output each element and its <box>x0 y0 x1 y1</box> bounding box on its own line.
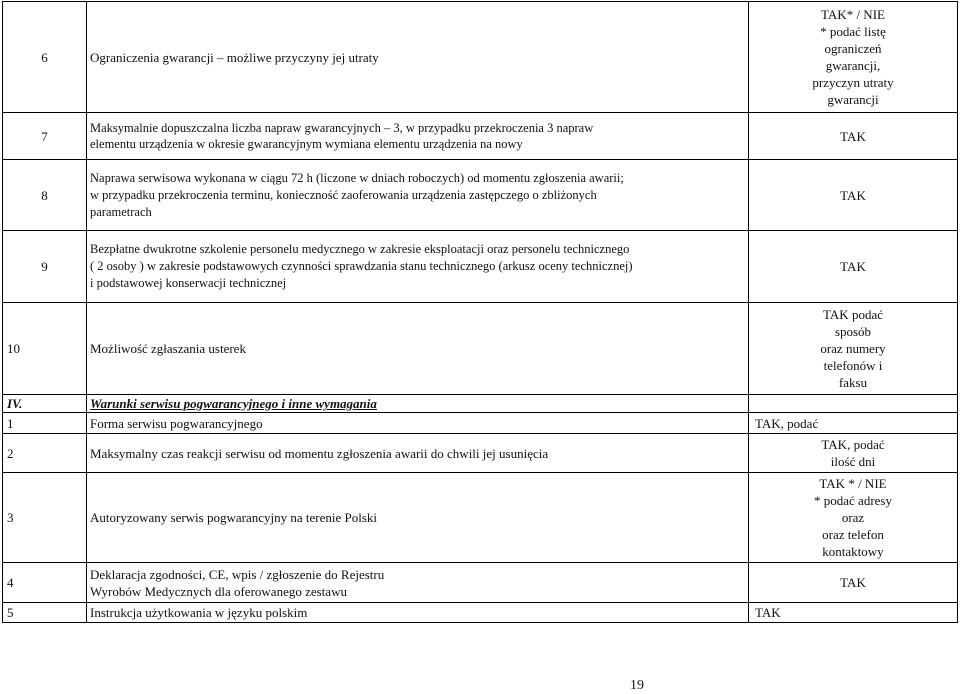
table-row <box>3 473 958 563</box>
table-row <box>3 231 958 303</box>
row-description: Maksymalnie dopuszczalna liczba napraw gwarancyjnych – 3, w przypadku przekroczenia 3 napraw elementu urządzenia w okresie gwarancyjnym wymiana elementu urządzenia na nowy <box>87 113 749 160</box>
row-requirement: TAK <box>749 113 958 160</box>
row-requirement: TAK <box>749 563 958 603</box>
row-requirement: TAK * / NIE * podać adresy oraz oraz telefon kontaktowy <box>749 473 958 563</box>
row-requirement: TAK <box>749 231 958 303</box>
page-number: 19 <box>630 678 644 693</box>
row-requirement: TAK <box>749 603 958 623</box>
row-number: 1 <box>3 413 87 434</box>
row-description: Naprawa serwisowa wykonana w ciągu 72 h (liczone w dniach roboczych) od momentu zgłoszenia awarii; w przypadku przekroczenia terminu, konieczność zaoferowania urządzenia zastępczego o zbliżonych parametrach <box>87 160 749 231</box>
row-number: 6 <box>3 2 87 113</box>
section-empty-cell <box>749 395 958 413</box>
table-row <box>3 303 958 395</box>
table-row <box>3 434 958 473</box>
row-number: 8 <box>3 160 87 231</box>
table-row <box>3 113 958 160</box>
row-description: Możliwość zgłaszania usterek <box>87 303 749 395</box>
row-requirement: TAK podać sposób oraz numery telefonów i faksu <box>749 303 958 395</box>
row-number: 5 <box>3 603 87 623</box>
row-description: Maksymalny czas reakcji serwisu od momentu zgłoszenia awarii do chwili jej usunięcia <box>87 434 749 473</box>
row-number: 9 <box>3 231 87 303</box>
section-row <box>3 395 958 413</box>
table-row <box>3 603 958 623</box>
row-description: Deklaracja zgodności, CE, wpis / zgłoszenie do Rejestru Wyrobów Medycznych dla oferowanego zestawu <box>87 563 749 603</box>
row-number: 4 <box>3 563 87 603</box>
section-title: Warunki serwisu pogwarancyjnego i inne wymagania <box>87 395 749 413</box>
row-description: Bezpłatne dwukrotne szkolenie personelu medycznego w zakresie eksploatacji oraz personelu technicznego ( 2 osoby ) w zakresie podstawowych czynności sprawdzania stanu technicznego (arkusz oceny technicznej) i podstawowej konserwacji technicznej <box>87 231 749 303</box>
row-description: Ograniczenia gwarancji – możliwe przyczyny jej utraty <box>87 2 749 113</box>
row-number: 2 <box>3 434 87 473</box>
row-requirement: TAK <box>749 160 958 231</box>
row-number: 3 <box>3 473 87 563</box>
row-number: 10 <box>3 303 87 395</box>
requirements-table <box>2 1 958 623</box>
row-requirement: TAK, podać ilość dni <box>749 434 958 473</box>
row-number: 7 <box>3 113 87 160</box>
row-requirement: TAK* / NIE * podać listę ograniczeń gwarancji, przyczyn utraty gwarancji <box>749 2 958 113</box>
row-requirement: TAK, podać <box>749 413 958 434</box>
table-row <box>3 563 958 603</box>
table-row <box>3 160 958 231</box>
table-row <box>3 413 958 434</box>
section-number: IV. <box>3 395 87 413</box>
row-description: Forma serwisu pogwarancyjnego <box>87 413 749 434</box>
row-description: Autoryzowany serwis pogwarancyjny na terenie Polski <box>87 473 749 563</box>
row-description: Instrukcja użytkowania w języku polskim <box>87 603 749 623</box>
table-row <box>3 2 958 113</box>
